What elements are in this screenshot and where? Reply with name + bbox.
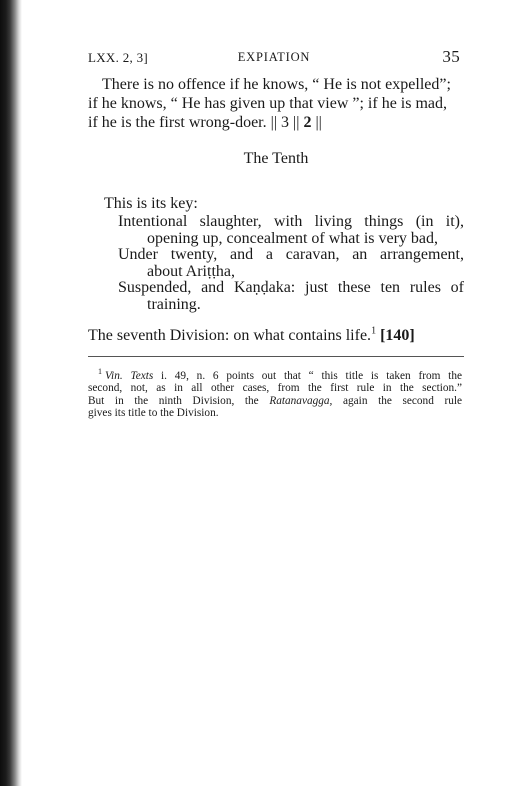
paragraph-line xyxy=(88,113,464,132)
page-reference: [140] xyxy=(380,327,415,344)
paragraph-offence-exceptions xyxy=(88,75,464,132)
section-marker-end: || xyxy=(315,114,322,131)
key-verses xyxy=(118,214,464,313)
footnote-line: gives its title to the Division. xyxy=(88,407,219,420)
verse xyxy=(118,280,464,313)
paragraph-line: if he knows, “ He has given up that view ”; if he is mad, xyxy=(88,95,448,112)
footnote-line xyxy=(88,367,462,382)
footnote-text: again the second rule xyxy=(343,394,463,407)
section-markers: || 3 || xyxy=(270,114,300,131)
verse-continuation: opening up, concealment of what is very bad, xyxy=(147,229,439,247)
running-title: EXPIATION xyxy=(237,50,311,64)
key-intro: This is its key: xyxy=(104,195,198,212)
paragraph-line-text: if he is the first wrong-doer. xyxy=(88,114,267,131)
verse-continuation: about Ariṭṭha, xyxy=(147,262,235,280)
verse-first-line: Suspended, and Kaṇḍaka: just these ten rules of xyxy=(118,279,464,296)
verse xyxy=(118,214,464,247)
footnote-source: Vin. Texts xyxy=(105,370,154,382)
footnote-divider xyxy=(88,356,464,357)
division-summary-text: The seventh Division: on what contains life. xyxy=(88,327,372,344)
verse-first-line: Under twenty, and a caravan, an arrangement, xyxy=(118,246,464,263)
section-number-bold: 2 xyxy=(303,114,312,131)
footnote-line xyxy=(88,395,462,407)
page-number: 35 xyxy=(442,47,460,66)
paragraph-line: There is no offence if he knows, “ He is not expelled”; xyxy=(102,76,451,93)
footnote-mark: 1 xyxy=(98,367,102,377)
footnote-text: But in the ninth Division, the xyxy=(88,394,259,407)
footnote-text: i. 49, n. 6 points out that “ this title is taken from the xyxy=(161,370,462,382)
section-heading: The Tenth xyxy=(243,150,309,167)
footnote-italic-title: Ratanavagga, xyxy=(269,394,333,407)
footnote-reference: 1 xyxy=(371,325,377,337)
section-reference: LXX. 2, 3] xyxy=(88,50,149,65)
page-header xyxy=(88,47,460,70)
book-binding-edge xyxy=(0,0,22,786)
verse-continuation: training. xyxy=(147,295,201,313)
verse-first-line: Intentional slaughter, with living things (in it), xyxy=(118,213,464,230)
footnote xyxy=(88,367,463,420)
verse xyxy=(118,247,464,280)
footnote-line: second, not, as in all other cases, from the first rule in the section.” xyxy=(88,382,462,395)
division-summary xyxy=(88,327,415,345)
